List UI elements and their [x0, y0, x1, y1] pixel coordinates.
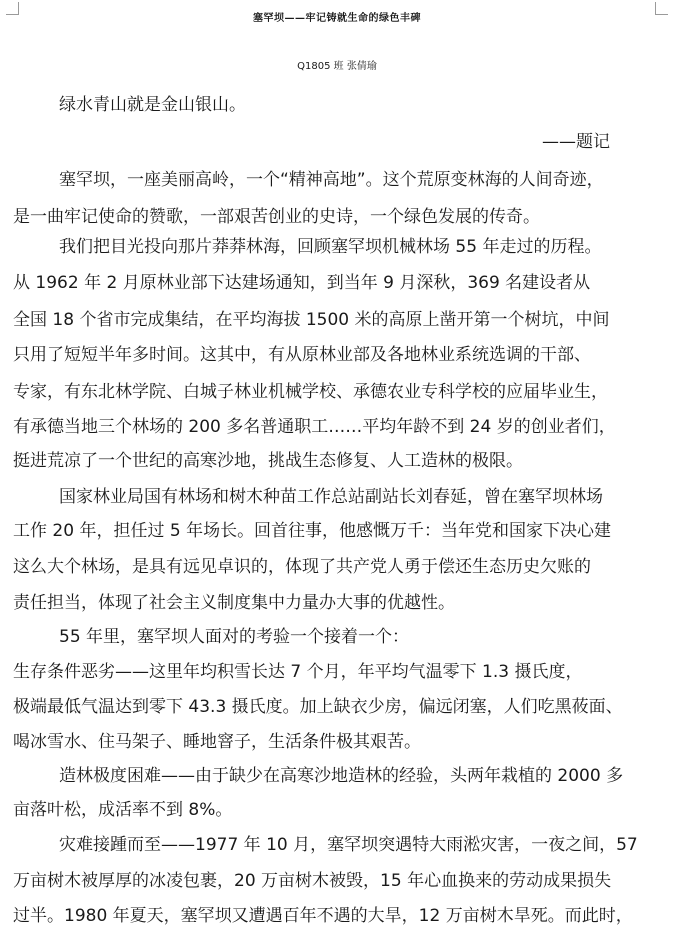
text-line: 挺进荒凉了一个世纪的高寒沙地，挑战生态修复、人工造林的极限。: [13, 451, 523, 471]
text-line: 生存条件恶劣——这里年均积雪长达 7 个月，年平均气温零下 1.3 摄氏度，: [13, 662, 583, 682]
text-line: 工作 20 年，担任过 5 年场长。回首往事，他感慨万千：当年党和国家下决心建: [13, 521, 612, 541]
text-line: 只用了短短半年多时间。这其中，有从原林业部及各地林业系统选调的干部、: [13, 345, 591, 365]
text-line: 责任担当，体现了社会主义制度集中力量办大事的优越性。: [13, 593, 455, 613]
text-line: 55 年里，塞罕坝人面对的考验一个接着一个：: [59, 627, 410, 647]
epigraph: 绿水青山就是金山银山。: [59, 95, 246, 115]
text-line: 我们把目光投向那片莽莽林海，回顾塞罕坝机械林场 55 年走过的历程。: [59, 237, 602, 257]
text-line: 过半。1980 年夏天，塞罕坝又遭遇百年不遇的大旱，12 万亩树木旱死。而此时，: [13, 906, 633, 926]
author-byline: Q1805 班 张倩瑜: [297, 61, 377, 72]
text-line: 全国 18 个省市完成集结，在平均海拔 1500 米的高原上凿开第一个树坑，中间: [13, 310, 610, 330]
document-title: 塞罕坝——牢记铸就生命的绿色丰碑: [253, 13, 421, 24]
text-line: 这么大个林场，是具有远见卓识的，体现了共产党人勇于偿还生态历史欠账的: [13, 557, 591, 577]
text-line: 是一曲牢记使命的赞歌，一部艰苦创业的史诗，一个绿色发展的传奇。: [13, 207, 540, 227]
text-line: 万亩树木被厚厚的冰凌包裹，20 万亩树木被毁，15 年心血换来的劳动成果损失: [13, 871, 612, 891]
text-line: 极端最低气温达到零下 43.3 摄氏度。加上缺衣少房，偏远闭塞，人们吃黑莜面、: [13, 697, 623, 717]
text-line: 国家林业局国有林场和树木种苗工作总站副站长刘春延，曾在塞罕坝林场: [59, 487, 603, 507]
text-line: 造林极度困难——由于缺少在高寒沙地造林的经验，头两年栽植的 2000 多: [59, 766, 624, 786]
text-line: 喝冰雪水、住马架子、睡地窨子，生活条件极其艰苦。: [13, 732, 421, 752]
text-line: 有承德当地三个林场的 200 多名普通职工……平均年龄不到 24 岁的创业者们，: [13, 417, 616, 437]
text-line: 专家，有东北林学院、白城子林业机械学校、承德农业专科学校的应届毕业生，: [13, 382, 608, 402]
text-line: 灾难接踵而至——1977 年 10 月，塞罕坝突遇特大雨淞灾害，一夜之间，57: [59, 835, 638, 855]
text-line: 塞罕坝，一座美丽高岭，一个“精神高地”。这个荒原变林海的人间奇迹，: [59, 170, 604, 190]
epigraph-signoff: ——题记: [542, 132, 610, 152]
text-line: 从 1962 年 2 月原林业部下达建场通知，到当年 9 月深秋，369 名建设者从: [13, 273, 591, 293]
text-line: 亩落叶松，成活率不到 8%。: [13, 800, 233, 820]
